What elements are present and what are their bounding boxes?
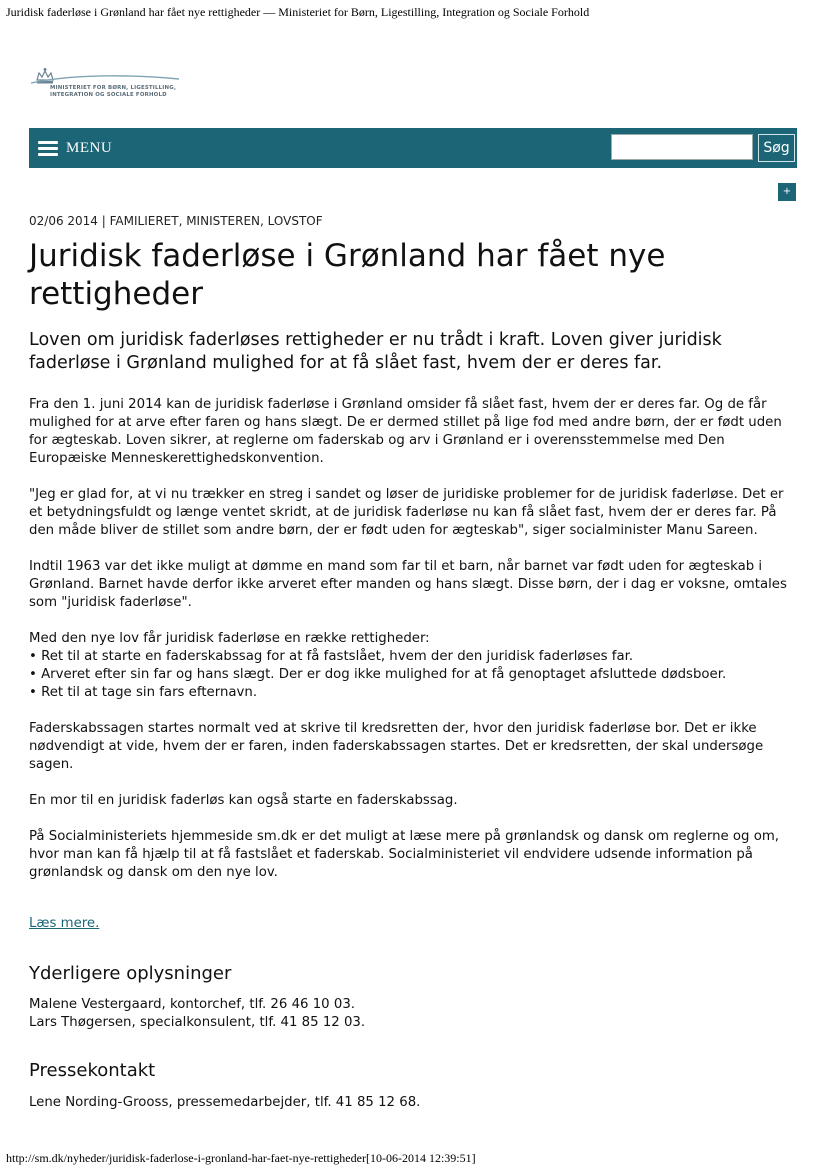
article-paragraph: "Jeg er glad for, at vi nu trækker en streg i sandet og løser de juridiske problemer for de juridisk faderløse. Det er et betydningsfuldt og længe ventet skridt, at de juridisk faderløse nu kan få slået fast, hvem der er deres far. På den måde bliver de stillet som andre børn, der er født uden for ægteskab", siger socialminister Manu Sareen. [29, 487, 784, 538]
contact-line: Lars Thøgersen, specialkonsulent, tlf. 41 85 12 03. [29, 1015, 366, 1030]
rights-list [29, 630, 799, 702]
menu-label: MENU [66, 139, 113, 156]
menu-button[interactable] [38, 137, 112, 159]
contact-line: Lene Nording-Grooss, pressemedarbejder, tlf. 41 85 12 68. [29, 1095, 421, 1110]
article-paragraph: Fra den 1. juni 2014 kan de juridisk faderløse i Grønland omsider få slået fast, hvem der er deres far. Og de får mulighed for at arve efter faren og hans slægt. De er dermed stillet på lige fod med andre børn, der er født uden for ægteskab. Loven sikrer, at reglerne om faderskab og arv i Grønland er i overensstemmelse med Den Europæiske Menneskerettighedskonvention. [29, 397, 782, 466]
list-item: • Arveret efter sin far og hans slægt. Der er dog ikke mulighed for at få genoptaget afsluttede dødsboer. [29, 667, 727, 682]
rights-list-intro: Med den nye lov får juridisk faderløse en række rettigheder: [29, 631, 430, 646]
print-footer: http://sm.dk/nyheder/juridisk-faderlose-i-gronland-har-faet-nye-rettigheder[10-06-2014 12:39:51] [6, 1151, 476, 1165]
logo-text [50, 85, 176, 99]
sharing-icon[interactable]: + [778, 183, 796, 201]
info-contacts [29, 996, 365, 1032]
article-lead: Loven om juridisk faderløses rettigheder er nu trådt i kraft. Loven giver juridisk faderløse i Grønland mulighed for at få slået fast, hvem der er deres far. [29, 330, 722, 373]
read-more-link[interactable]: Læs mere. [29, 916, 100, 931]
press-heading: Pressekontakt [29, 1060, 156, 1081]
article-paragraph: På Socialministeriets hjemmeside sm.dk er det muligt at læse mere på grønlandsk og dansk om reglerne og om, hvor man kan få hjælp til at få fastslået et faderskab. Socialministeriet vil endvidere udsende information på grønlandsk og dansk om den nye lov. [29, 829, 780, 880]
article-body [29, 396, 799, 900]
logo-line-1: MINISTERIET FOR BØRN, LIGESTILLING, [50, 85, 177, 91]
hamburger-icon [38, 140, 58, 156]
search-button[interactable]: Søg [758, 134, 795, 162]
list-item: • Ret til at tage sin fars efternavn. [29, 685, 258, 700]
ministry-logo[interactable] [29, 65, 189, 107]
article-paragraph: En mor til en juridisk faderløs kan også starte en faderskabssag. [29, 793, 458, 808]
article-paragraph: Faderskabssagen startes normalt ved at skrive til kredsretten der, hvor den juridisk faderløse bor. Det er ikke nødvendigt at vide, hvem der er faren, inden faderskabssagen startes. Det er kredsretten, der skal undersøge sagen. [29, 721, 764, 772]
info-heading: Yderligere oplysninger [29, 963, 232, 984]
list-item: • Ret til at starte en faderskabssag for at få fastslået, hvem der den juridisk faderløses far. [29, 649, 634, 664]
search-input[interactable] [611, 134, 753, 160]
article-meta: 02/06 2014 | FAMILIERET, MINISTEREN, LOVSTOF [29, 214, 323, 228]
main-navbar [29, 128, 797, 168]
print-header: Juridisk faderløse i Grønland har fået nye rettigheder — Ministeriet for Børn, Ligestilling, Integration og Sociale Forhold [6, 5, 590, 19]
article-paragraph: Indtil 1963 var det ikke muligt at dømme en mand som far til et barn, når barnet var født uden for ægteskab i Grønland. Barnet havde derfor ikke arveret efter manden og hans slægt. Disse børn, der i dag er voksne, omtales som "juridisk faderløse". [29, 559, 787, 610]
press-contacts [29, 1094, 420, 1112]
contact-line: Malene Vestergaard, kontorchef, tlf. 26 46 10 03. [29, 997, 356, 1012]
page-title: Juridisk faderløse i Grønland har fået nye rettigheder [29, 238, 666, 312]
logo-line-2: INTEGRATION OG SOCIALE FORHOLD [50, 92, 167, 98]
